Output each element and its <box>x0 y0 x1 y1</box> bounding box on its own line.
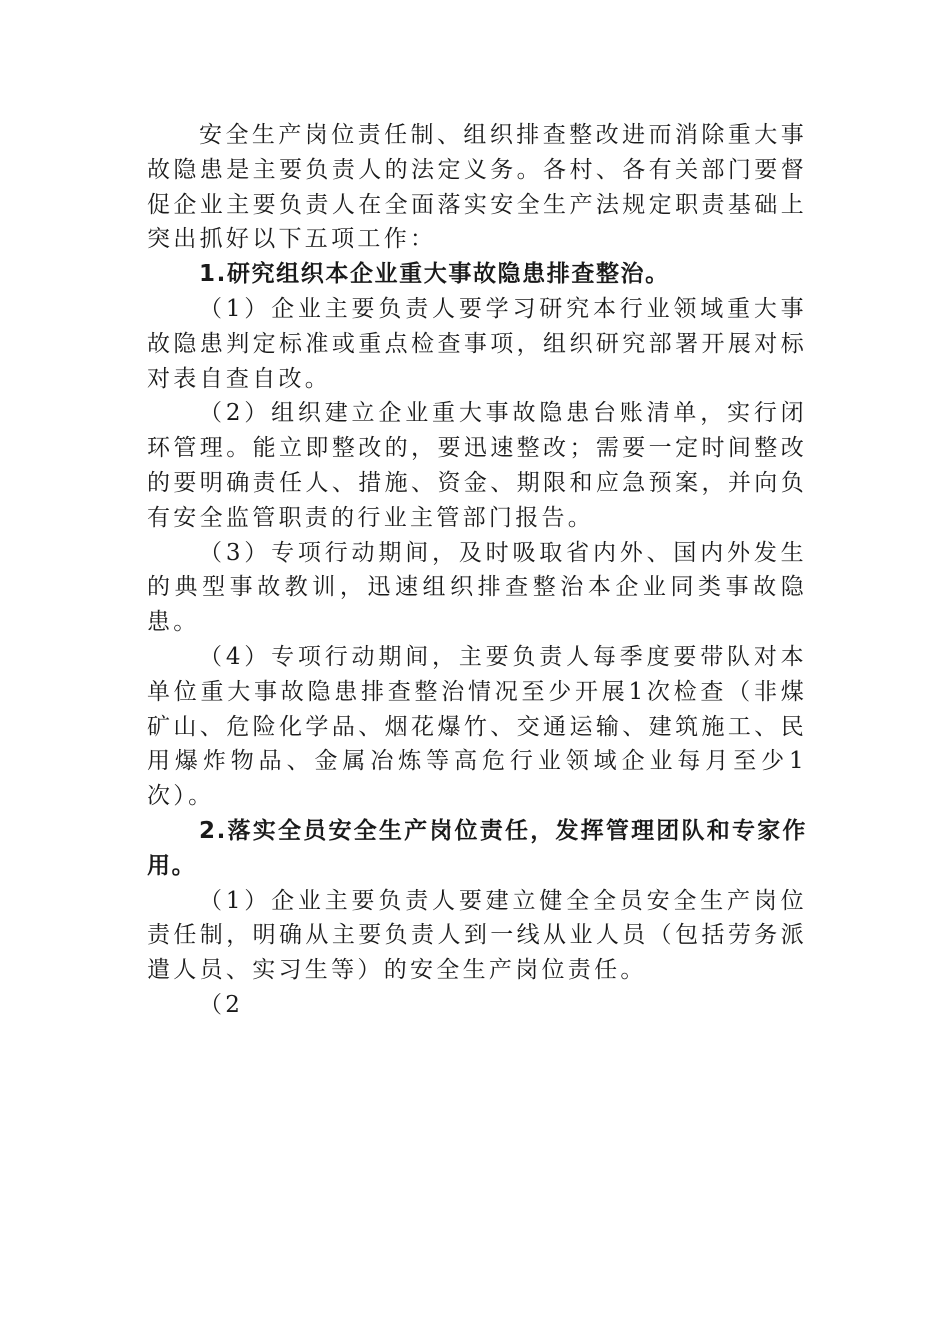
paragraph-item-2-2-fragment: （2 <box>199 991 244 1018</box>
paragraph-item-1-4: （4）专项行动期间，主要负责人每季度要带队对本单位重大事故隐患排查整治情况至少开展1次检查（非煤矿山、危险化学品、烟花爆竹、交通运输、建筑施工、民用爆炸物品、金属冶炼等高危行业领域企业每月至少1次）。 <box>147 643 807 810</box>
paragraph-item-1-2: （2）组织建立企业重大事故隐患台账清单，实行闭环管理。能立即整改的，要迅速整改；需要一定时间整改的要明确责任人、措施、资金、期限和应急预案，并向负有安全监管职责的行业主管部门报告。 <box>147 400 807 531</box>
paragraph-item-1-1: （1）企业主要负责人要学习研究本行业领域重大事故隐患判定标准或重点检查事项，组织研究部署开展对标对表自查自改。 <box>147 295 807 392</box>
section-heading-2: 2.落实全员安全生产岗位责任，发挥管理团队和专家作用。 <box>147 817 807 879</box>
document-body <box>147 118 807 1023</box>
paragraph-intro: 安全生产岗位责任制、组织排查整改进而消除重大事故隐患是主要负责人的法定义务。各村、各有关部门要督促企业主要负责人在全面落实安全生产法规定职责基础上突出抓好以下五项工作： <box>147 122 807 253</box>
paragraph-item-1-3: （3）专项行动期间，及时吸取省内外、国内外发生的典型事故教训，迅速组织排查整治本企业同类事故隐患。 <box>147 539 807 636</box>
section-heading-1: 1.研究组织本企业重大事故隐患排查整治。 <box>199 261 670 288</box>
paragraph-item-2-1: （1）企业主要负责人要建立健全全员安全生产岗位责任制，明确从主要负责人到一线从业人员（包括劳务派遣人员、实习生等）的安全生产岗位责任。 <box>147 887 807 984</box>
